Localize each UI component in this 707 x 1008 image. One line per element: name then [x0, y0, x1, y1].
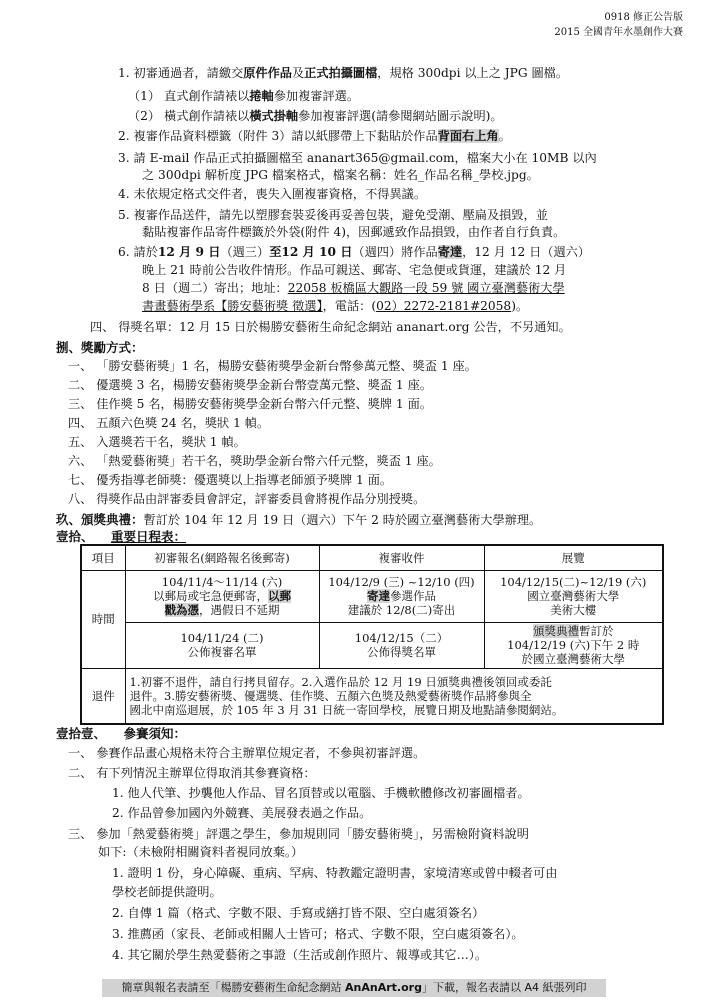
sub-item-6: 6. 請於12 月 9 日（週三）至12 月 10 日（週四）將作品寄達，12 月 12 日（週六） [118, 245, 591, 259]
final-result-cell: 104/12/15（二） 公佈得獎名單 [319, 622, 484, 668]
sub-item-5: 5. 複審作品送件，請先以塑膠套裝妥後再妥善包裝，避免受潮、壓扁及損毀，並 [118, 208, 548, 222]
rule-line: 4. 其它關於學生熱愛藝術之事證（生活或創作照片、報導或其它…）。 [112, 948, 488, 962]
rule-line: 一、 參賽作品畫心規格未符合主辦單位規定者，不參與初審評選。 [68, 746, 426, 760]
sub-item-3: 3. 請 E-mail 作品正式拍攝圖檔至 ananart365@gmail.com，檔案大小在 10MB 以內 [118, 151, 597, 165]
row-label-time: 時間 [81, 570, 125, 668]
header-title: 2015 全國青年水墨創作大賽 [554, 27, 683, 38]
rule-line: 3. 推薦函（家長、老師或相關人士皆可；格式、字數不限，空白處須簽名）。 [112, 927, 524, 941]
rule-line: 二、 有下列情況主辦單位得取消其參賽資格： [68, 766, 316, 780]
schedule-table [80, 544, 664, 725]
table-header: 項目 [81, 545, 125, 570]
award-item: 五、 入選獎若干名，獎狀 1 幀。 [68, 435, 246, 449]
sub-item-4: 4. 未依規定格式交件者，喪失入圍複審資格，不得異議。 [118, 187, 427, 201]
rule-line: 1. 他人代筆、抄襲他人作品、冒名頂替或以電腦、手機軟體修改初審圖檔者。 [112, 786, 530, 800]
exhibition-cell: 104/12/15(二)~12/19 (六) 國立臺灣藝術大學 美術大樓 [484, 570, 663, 622]
sub-item-1-2: （2） 橫式創作請裱以橫式掛軸參加複審評選(請參閱網站圖示說明)。 [128, 109, 503, 123]
sub-item-6-line3: 8 日（週二）寄出；地址：22058 板橋區大觀路一段 59 號 國立臺灣藝術大學 [142, 281, 565, 295]
sub-section-4: 四、 得獎名單：12 月 15 日於楊勝安藝術生命紀念網站 ananart.org 公告，不另通知。 [90, 320, 571, 334]
prelim-result-cell: 104/11/24 (二) 公佈複審名單 [125, 622, 319, 668]
ceremony-line: 玖、頒獎典禮：暫訂於 104 年 12 月 19 日（週六）下午 2 時於國立臺灣藝術大學辦理。 [56, 512, 542, 527]
website-link[interactable]: AnAnArt.org [345, 981, 422, 994]
rule-line: 2. 自傳 1 篇（格式、字數不限、手寫或繕打皆不限、空白處須簽名） [112, 906, 485, 920]
table-header: 展覽 [484, 545, 663, 570]
sub-item-1: 1. 初審通過者，請繳交原件作品及正式拍攝圖檔，規格 300dpi 以上之 JPG 圖檔。 [118, 66, 569, 80]
sub-item-1-1: （1） 直式創作請裱以捲軸參加複審評選。 [128, 89, 360, 103]
final-collection-cell: 104/12/9 (三) ~12/10 (四) 寄達參選作品 建議於 12/8(二)寄出 [319, 570, 484, 622]
rule-line: 三、 參加「熱愛藝術獎」評選之學生，參加規則同「勝安藝術獎」，另需檢附資料說明 [68, 827, 529, 841]
award-item: 四、 五顏六色獎 24 名，獎狀 1 幀。 [68, 416, 270, 430]
rule-line: 1. 證明 1 份，身心障礙、重病、罕病、特教鑑定證明書，家境清寒或曾中輟者可由 [112, 866, 558, 880]
rule-line: 如下:（未檢附相關資料者視同放棄。） [98, 845, 304, 859]
table-header: 複審收件 [319, 545, 484, 570]
rule-line: 學校老師提供證明。 [112, 885, 222, 899]
return-policy-cell: 1.初審不退件，請自行拷貝留存。2.入選作品於 12 月 19 日頒獎典禮後領回或委託 退件。3.勝安藝術獎、優選獎、佳作獎、五顏六色獎及熱愛藝術獎作品將參與全 國北中南巡迴展，於 105 年 3 月 31 日統一寄回學校，展覽日期及地點請參閱網站。 [125, 668, 663, 724]
sub-item-3-cont: 之 300dpi 解析度 JPG 檔案格式，檔案名稱：姓名_作品名稱_學校.jpg。 [142, 168, 539, 182]
prelim-period-cell: 104/11/4～11/14 (六) 以郵局或宅急便郵寄，以郵 戳為憑，遇假日不延期 [125, 570, 319, 622]
sub-item-2: 2. 複審作品資料標籤（附件 3）請以紙膠帶上下黏貼於作品背面右上角。 [118, 129, 511, 143]
award-item: 三、 佳作獎 5 名，楊勝安藝術獎學金新台幣六仟元整、獎牌 1 面。 [68, 397, 432, 411]
award-item: 八、 得獎作品由評審委員會評定，評審委員會將視作品分別授獎。 [68, 492, 426, 506]
award-item: 七、 優秀指導老師獎：優選獎以上指導老師頒予獎牌 1 面。 [68, 473, 393, 487]
rule-line: 2. 作品曾參加國內外競賽、美展發表過之作品。 [112, 806, 372, 820]
schedule-title: 壹拾、 重要日程表： [56, 529, 186, 544]
award-item: 二、 優選獎 3 名，楊勝安藝術獎學金新台幣壹萬元整、獎盃 1 座。 [68, 378, 432, 392]
rules-title: 壹拾壹、 參賽須知： [56, 726, 186, 741]
table-header: 初審報名(網路報名後郵寄) [125, 545, 319, 570]
footer-note: 簡章與報名表請至「楊勝安藝術生命紀念網站 AnAnArt.org」下載，報名表請以 A4 紙張列印 [102, 979, 606, 997]
row-label-return: 退件 [81, 668, 125, 724]
ceremony-cell: 頒獎典禮暫訂於 104/12/19 (六)下午 2 時 於國立臺灣藝術大學 [484, 622, 663, 668]
awards-title: 捌、獎勵方式： [56, 340, 144, 355]
award-item: 六、 「熱愛藝術獎」若干名，獎助學金新台幣六仟元整，獎盃 1 座。 [68, 454, 441, 468]
award-item: 一、 「勝安藝術獎」1 名，楊勝安藝術獎學金新台幣參萬元整、獎盃 1 座。 [68, 359, 477, 373]
header-version: 0918 修正公告版 [604, 12, 683, 23]
sub-item-6-line4: 書畫藝術學系【勝安藝術獎 徵選】，電話：(02）2272-2181#2058)。 [142, 299, 529, 313]
sub-item-5-cont: 黏貼複審作品寄件標籤於外袋(附件 4)，因郵遞致作品損毀，由作者自行負責。 [142, 225, 566, 239]
sub-item-6-line2: 晚上 21 時前公告收件情形。作品可親送、郵寄、宅急便或貨運，建議於 12 月 [142, 263, 567, 277]
